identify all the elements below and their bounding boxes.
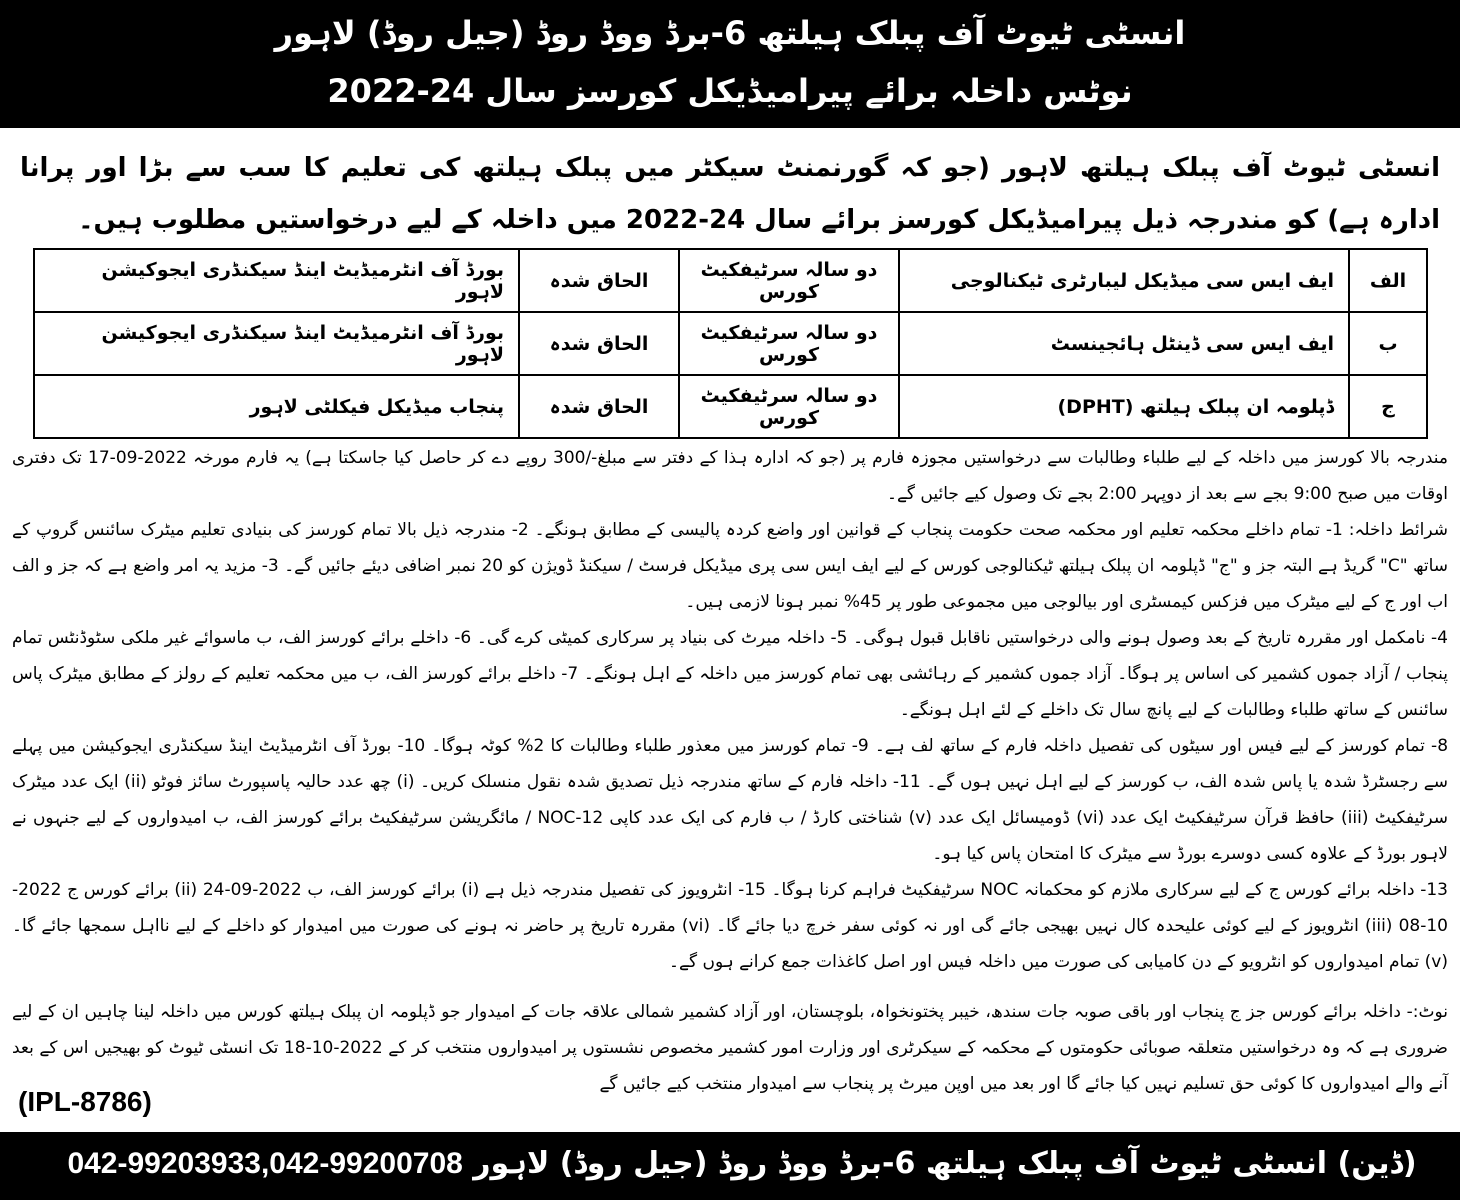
notice-title: نوٹس داخلہ برائے پیرامیڈیکل کورسز سال 24-2022: [327, 72, 1133, 110]
conditions-paragraph-1: شرائط داخلہ: 1- تمام داخلے محکمہ تعلیم اور محکمہ صحت حکومت پنجاب کے قوانین اور واضع کردہ پالیسی کے مطابق ہونگے۔ 2- مندرجہ ذیل بالا تمام کورسز کی بنیادی تعلیم میٹرک سائنس گروپ کے ساتھ "C" گریڈ ہے البتہ جز و "ج" ڈپلومہ ان پبلک ہیلتھ ٹیکنالوجی کورس کے لیے ایف ایس سی پری میڈیکل فرسٹ / سیکنڈ ڈویژن کو 20 نمبر اضافی دیئے جائیں گے۔ 3- مزید یہ امر واضع ہے کہ جز و الف اب اور ج کے لیے میٹرک میں فزکس کیمسٹری اور بیالوجی میں مجموعی طور پر 45% نمبر ہونا لازمی ہیں۔: [12, 520, 1448, 612]
course-code: الف: [1349, 249, 1427, 312]
conditions-paragraph-2: 4- نامکمل اور مقررہ تاریخ کے بعد وصول ہونے والی درخواستیں ناقابل قبول ہوگی۔ 5- داخلہ میرٹ کی بنیاد پر سرکاری کمیٹی کرے گی۔ 6- داخلے برائے کورسز الف، ب ماسوائے غیر ملکی سٹوڈنٹس تمام پنجاب / آزاد جموں کشمیر کی اساس پر ہوگا۔ آزاد جموں کشمیر کے رہائشی بھی تمام کورسز میں داخلہ کے اہل ہونگے۔ 7- داخلے برائے کورسز الف، ب میں محکمہ تعلیم کے رولز کے مطابق میٹرک پاس سائنس کے ساتھ طلباء وطالبات کے لیے پانچ سال تک داخلے کے لئے اہل ہونگے۔: [12, 628, 1448, 720]
application-paragraph: مندرجہ بالا کورسز میں داخلہ کے لیے طلباء وطالبات سے درخواستیں مجوزہ فارم پر (جو کہ ادارہ ہذا کے دفتر سے مبلغ-/300 روپے دے کر حاصل کیا جاسکتا ہے) یہ فارم مورخہ 2022-09-17 تک دفتری اوقات میں صبح 9:00 بجے سے بعد از دوپہر 2:00 بجے تک وصول کیے جائیں گے۔: [12, 448, 1448, 504]
interview-paragraph: 13- داخلہ برائے کورس ج کے لیے سرکاری ملازم کو محکمانہ NOC سرٹیفکیٹ فراہم کرنا ہوگا۔ 15- انٹرویوز کی تفصیل مندرجہ ذیل ہے (i) برائے کورسز الف، ب 2022-09-24 (ii) برائے کورس ج 2022-10-08 (iii) انٹرویوز کے لیے کوئی علیحدہ کال نہیں بھیجی جائے گی اور نہ کوئی سفر خرچ دیا جائے گا۔ (vi) مقررہ تاریخ پر حاضر نہ ہونے کی صورت میں امیدوار کو داخلے کے لیے نااہل سمجھا جائے گا۔ (v) تمام امیدواروں کو انٹرویو کے دن کامیابی کی صورت میں داخلہ فیس اور اصل کاغذات جمع کرانے ہوں گے۔: [12, 880, 1448, 972]
dean-address: (ڈین) انسٹی ٹیوٹ آف پبلک ہیلتھ 6-برڈ ووڈ روڈ (جیل روڈ) لاہور: [473, 1146, 1417, 1181]
course-code: ب: [1349, 312, 1427, 375]
courses-table: [33, 248, 1428, 439]
course-status: الحاق شدہ: [519, 375, 679, 438]
course-name: ڈپلومہ ان پبلک ہیلتھ (DPHT): [899, 375, 1349, 438]
course-status: الحاق شدہ: [519, 249, 679, 312]
course-duration: دو سالہ سرٹیفکیٹ کورس: [679, 312, 899, 375]
conditions-paragraph-3: 8- تمام کورسز کے لیے فیس اور سیٹوں کی تفصیل داخلہ فارم کے ساتھ لف ہے۔ 9- تمام کورسز میں معذور طلباء وطالبات کا 2% کوٹہ ہوگا۔ 10- بورڈ آف انٹرمیڈیٹ اینڈ سیکنڈری ایجوکیشن میں پہلے سے رجسٹرڈ شدہ یا پاس شدہ الف، ب کورسز کے لیے اہل نہیں ہوں گے۔ 11- داخلہ فارم کے ساتھ مندرجہ ذیل تصدیق شدہ نقول منسلک کریں۔ (i) چھ عدد حالیہ پاسپورٹ سائز فوٹو (ii) ایک عدد میٹرک سرٹیفکیٹ (iii) حافظ قرآن سرٹیفکیٹ ایک عدد (vi) ڈومیسائل ایک عدد (v) شناختی کارڈ / ب فارم کی ایک عدد کاپی NOC-12 / مائگریشن سرٹیفکیٹ برائے کورسز الف، ب امیدواروں کے لیے جنہوں نے لاہور بورڈ کے علاوہ کسی دوسرے بورڈ سے میٹرک کا امتحان پاس کیا ہو۔: [12, 736, 1449, 864]
course-duration: دو سالہ سرٹیفکیٹ کورس: [679, 375, 899, 438]
conditions-text: [12, 440, 1448, 980]
course-board: پنجاب میڈیکل فیکلٹی لاہور: [34, 375, 519, 438]
table-row: [34, 375, 1427, 438]
course-board: بورڈ آف انٹرمیڈیٹ اینڈ سیکنڈری ایجوکیشن لاہور: [34, 312, 519, 375]
header-banner: [0, 0, 1460, 128]
ipl-code: (IPL-8786): [18, 1086, 152, 1117]
table-row: [34, 312, 1427, 375]
institute-title: انسٹی ٹیوٹ آف پبلک ہیلتھ 6-برڈ ووڈ روڈ (جیل روڈ) لاہور: [274, 14, 1186, 52]
course-duration: دو سالہ سرٹیفکیٹ کورس: [679, 249, 899, 312]
course-code: ج: [1349, 375, 1427, 438]
course-name: ایف ایس سی ڈینٹل ہائجینسٹ: [899, 312, 1349, 375]
footer-banner: [0, 1132, 1460, 1200]
course-board: بورڈ آف انٹرمیڈیٹ اینڈ سیکنڈری ایجوکیشن لاہور: [34, 249, 519, 312]
intro-paragraph: انسٹی ٹیوٹ آف پبلک ہیلتھ لاہور (جو کہ گورنمنٹ سیکٹر میں پبلک ہیلتھ کی تعلیم کا سب سے بڑا اور پرانا ادارہ ہے) کو مندرجہ ذیل پیرامیڈیکل کورسز برائے سال 24-2022 میں داخلہ کے لیے درخواستیں مطلوب ہیں۔: [20, 153, 1440, 235]
phone-numbers: 042-99203933,042-99200708: [67, 1147, 463, 1180]
footer-line: [0, 1146, 1460, 1181]
course-name: ایف ایس سی میڈیکل لیبارٹری ٹیکنالوجی: [899, 249, 1349, 312]
course-status: الحاق شدہ: [519, 312, 679, 375]
table-row: [34, 249, 1427, 312]
note-paragraph: نوٹ:- داخلہ برائے کورس جز ج پنجاب اور باقی صوبہ جات سندھ، خیبر پختونخواہ، بلوچستان، اور آزاد کشمیر شمالی علاقہ جات کے امیدوار جو ڈپلومہ ان پبلک ہیلتھ کورس میں داخلہ لینا چاہیں ان کے لیے ضروری ہے کہ وہ درخواستیں متعلقہ صوبائی حکومتوں کے محکمہ کے سیکرٹری اور وزارت امور کشمیر مخصوص نشستوں پر امیدواروں منتخب کر کے 2022-10-18 تک انسٹی ٹیوٹ کو بھیجیں اس کے بعد آنے والے امیدواروں کا کوئی حق تسلیم نہیں کیا جائے گا اور بعد میں اوپن میرٹ پر پنجاب سے امیدوار منتخب کیے جائیں گے: [12, 1002, 1448, 1094]
